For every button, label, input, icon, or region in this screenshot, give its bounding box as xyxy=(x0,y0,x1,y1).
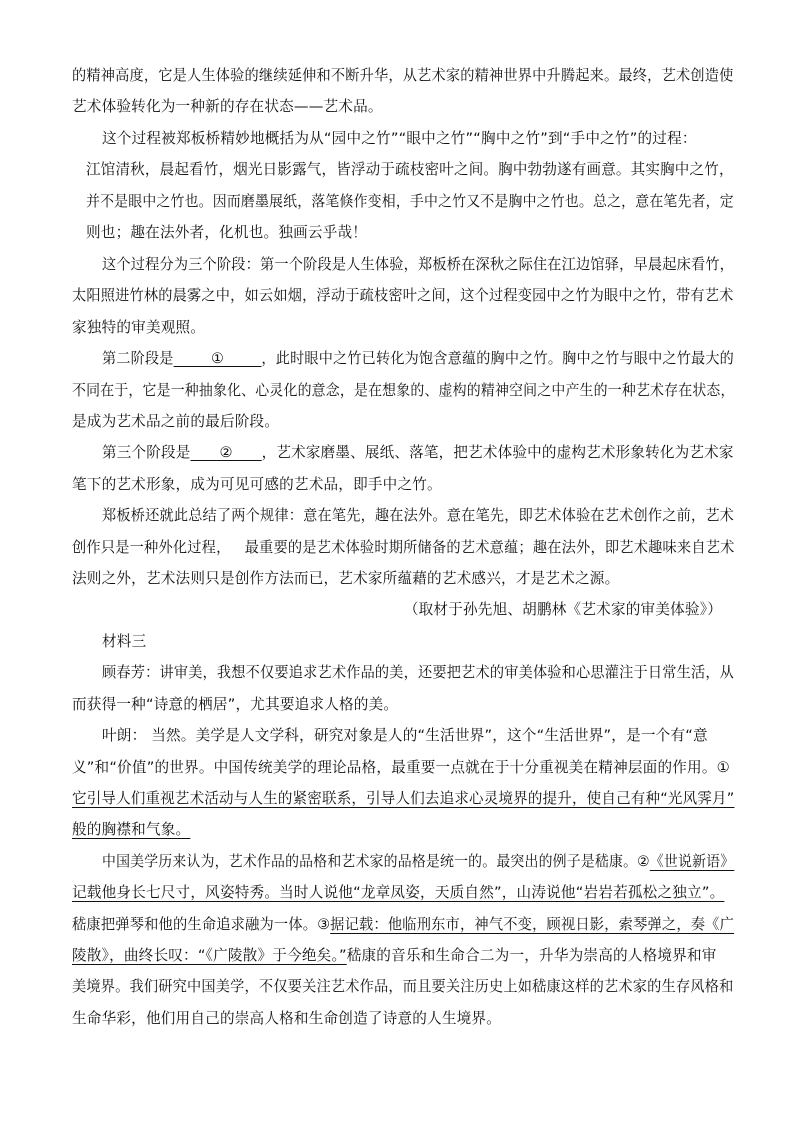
paragraph-line: 法则之外，艺术法则只是创作方法而已，艺术家所蕴藉的艺术感兴，才是艺术之源。 xyxy=(72,570,620,587)
underlined-segment: 据记载：他临刑东市，神气不变，顾视日影，索琴弹之，奏《广 xyxy=(330,916,735,933)
section-heading: 材料三 xyxy=(102,633,147,650)
dialogue-line: 义”和“价值”的世界。中国传统美学的理论品格，最重要一点就在于十分重视美在精神层面的作用。① xyxy=(72,759,730,776)
paragraph-line xyxy=(102,443,734,463)
text-segment: ，艺术家磨墨、展纸、落笔，把艺术体验中的虚构艺术形象转化为艺术家 xyxy=(261,444,734,461)
paragraph-line: 郑板桥还就此总结了两个规律：意在笔先，趣在法外。意在笔先，即艺术体验在艺术创作之前，艺术 xyxy=(102,507,735,524)
fill-in-blank-2: ② xyxy=(190,444,262,461)
paragraph-line: 笔下的艺术形象，成为可见可感的艺术品，即手中之竹。 xyxy=(72,476,442,493)
paragraph-line: 不同在于，它是一种抽象化、心灵化的意念，是在想象的、虚构的精神空间之中产生的一种艺术存在状态， xyxy=(72,382,735,399)
paragraph-line: 艺术体验转化为一种新的存在状态——艺术品。 xyxy=(72,98,383,115)
source-citation: （取材于孙先旭、胡鹏林《艺术家的审美体验》） xyxy=(403,601,722,618)
text-segment: 嵇康把弹琴和他的生命追求融为一体。③ xyxy=(72,916,331,933)
paragraph-line: 这个过程分为三个阶段：第一个阶段是人生体验，郑板桥在深秋之际住在江边馆驿，早晨起床看竹， xyxy=(102,256,735,273)
paragraph-line xyxy=(72,946,717,966)
underlined-segment: 陵散》，曲终长叹：“《广陵散》于今绝矣。” xyxy=(72,947,347,964)
paragraph-line: 这个过程被郑板桥精妙地概括为从“园中之竹”“眼中之竹”“胸中之竹”到“手中之竹”的过程： xyxy=(102,130,697,147)
text-segment: 嵇康的音乐和生命合二为一，升华为崇高的人格境界和审 xyxy=(346,947,717,964)
quote-line: 并不是眼中之竹也。因而磨墨展纸，落笔倏作变相，手中之竹又不是胸中之竹也。总之，意在笔先者，定 xyxy=(86,193,734,210)
paragraph-line xyxy=(102,852,734,872)
paragraph-line: 美境界。我们研究中国美学，不仅要关注艺术作品，而且要关注历史上如嵇康这样的艺术家的生存风格和 xyxy=(72,978,734,995)
paragraph-line: 生命华彩，他们用自己的崇高人格和生命创造了诗意的人生境界。 xyxy=(72,1010,502,1027)
paragraph-line xyxy=(102,349,734,369)
text-segment: ，此时眼中之竹已转化为饱含意蕴的胸中之竹。胸中之竹与眼中之竹最大的 xyxy=(261,350,735,367)
underlined-sentence: 记载他身长七尺寸，风姿特秀。当时人说他“龙章凤姿，天质自然”，山涛说他“岩岩若孤松之独立”。 xyxy=(72,884,725,901)
text-segment: 第二阶段是 xyxy=(102,350,174,367)
underlined-sentence: 它引导人们重视艺术活动与人生的紧密联系，引导人们去追求心灵境界的提升，使自己有种“光风霁月” xyxy=(72,790,735,807)
quote-line: 江馆清秋，晨起看竹，烟光日影露气，皆浮动于疏枝密叶之间。胸中勃勃遂有画意。其实胸中之竹， xyxy=(86,161,734,178)
paragraph-line: 家独特的审美观照。 xyxy=(72,319,206,336)
text-segment: 中国美学历来认为，艺术作品的品格和艺术家的品格是统一的。最突出的例子是嵇康。② xyxy=(102,853,650,870)
fill-in-blank-1: ① xyxy=(173,350,262,367)
underlined-sentence: 般的胸襟和气象。 xyxy=(72,821,191,838)
underlined-segment: 《世说新语》 xyxy=(649,853,735,870)
dialogue-line: 而获得一种“诗意的栖居”，尤其要追求人格的美。 xyxy=(72,696,399,713)
text-segment: 第三个阶段是 xyxy=(102,444,191,461)
paragraph-line: 创作只是一种外化过程， 最重要的是艺术体验时期所储备的艺术意蕴；趣在法外，即艺术趣味来自艺术 xyxy=(72,539,735,556)
paragraph-line: 太阳照进竹林的晨雾之中，如云如烟，浮动于疏枝密叶之间，这个过程变园中之竹为眼中之竹，带有艺术 xyxy=(72,287,734,304)
paragraph-line: 的精神高度，它是人生体验的继续延伸和不断升华，从艺术家的精神世界中升腾起来。最终，艺术创造使 xyxy=(72,67,734,84)
paragraph-line xyxy=(72,915,734,935)
dialogue-line: 叶朗： 当然。美学是人文学科，研究对象是人的“生活世界”，这个“生活世界”，是一个有“意 xyxy=(102,727,708,744)
paragraph-line: 是成为艺术品之前的最后阶段。 xyxy=(72,413,280,430)
dialogue-line: 顾春芳：讲审美，我想不仅要追求艺术作品的美，还要把艺术的审美体验和心思灌注于日常生活，从 xyxy=(102,664,735,681)
quote-line: 则也；趣在法外者，化机也。独画云乎哉！ xyxy=(86,224,368,241)
